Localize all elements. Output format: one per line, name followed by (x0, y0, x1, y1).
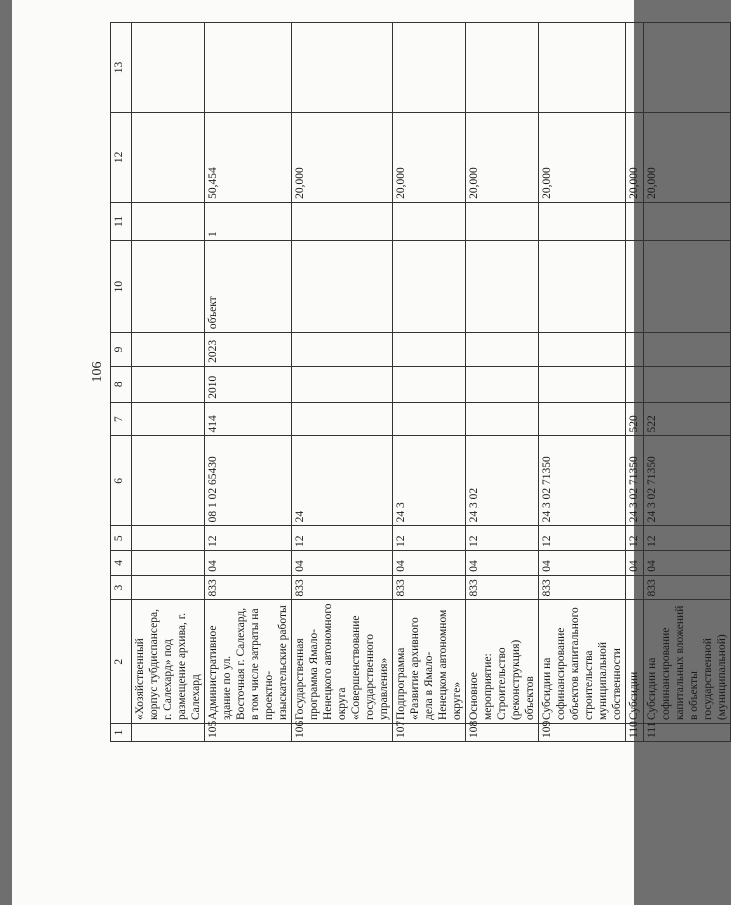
cell-amount: 50,454 (205, 112, 292, 202)
cell-end-year: 2023 (205, 333, 292, 367)
cell-amount: 20,000 (539, 112, 626, 202)
cell-start-year (626, 366, 644, 402)
cell-col13 (626, 23, 644, 113)
cell-target-article: 24 3 02 71350 (644, 436, 731, 526)
cell-end-year (132, 333, 205, 367)
column-header: 11 (111, 202, 132, 240)
cell-quantity (626, 202, 644, 240)
table-row (292, 23, 393, 742)
cell-start-year (466, 366, 539, 402)
column-header: 4 (111, 551, 132, 576)
cell-end-year (539, 333, 626, 367)
cell-amount: 20,000 (466, 112, 539, 202)
cell-expense-type: 520 (626, 402, 644, 436)
cell-start-year: 2010 (205, 366, 292, 402)
table-row (644, 23, 731, 742)
row-name: Основное мероприятие: Строительство (реконструкция) объектов (466, 600, 539, 724)
cell-end-year (393, 333, 466, 367)
cell-col13 (393, 23, 466, 113)
row-number (132, 724, 205, 742)
cell-subsection: 12 (626, 526, 644, 551)
cell-start-year (393, 366, 466, 402)
table-row (626, 23, 644, 742)
cell-section: 04 (205, 551, 292, 576)
column-header: 8 (111, 366, 132, 402)
cell-col13 (644, 23, 731, 113)
cell-section: 04 (539, 551, 626, 576)
cell-expense-type (393, 402, 466, 436)
table-row (539, 23, 626, 742)
row-number: 108 (466, 724, 539, 742)
column-header: 1 (111, 724, 132, 742)
cell-end-year (644, 333, 731, 367)
cell-col13 (132, 23, 205, 113)
cell-amount: 20,000 (393, 112, 466, 202)
cell-target-article: 24 3 02 71350 (539, 436, 626, 526)
cell-quantity (539, 202, 626, 240)
cell-subsection: 12 (466, 526, 539, 551)
cell-unit (626, 241, 644, 333)
cell-end-year (626, 333, 644, 367)
cell-expense-type: 414 (205, 402, 292, 436)
cell-amount: 20,000 (292, 112, 393, 202)
row-number: 109 (539, 724, 626, 742)
cell-expense-type (539, 402, 626, 436)
cell-start-year (539, 366, 626, 402)
cell-quantity (393, 202, 466, 240)
column-header: 10 (111, 241, 132, 333)
cell-target-article: 24 (292, 436, 393, 526)
cell-col13 (539, 23, 626, 113)
cell-expense-type (466, 402, 539, 436)
cell-admin: 833 (539, 575, 626, 600)
cell-start-year (292, 366, 393, 402)
table-row (205, 23, 292, 742)
rotated-content (90, 2, 728, 742)
row-name: Субсидии на софинансирование объектов капитального строительства муниципальной собственности (539, 600, 626, 724)
cell-subsection: 12 (292, 526, 393, 551)
cell-col13 (466, 23, 539, 113)
cell-quantity (644, 202, 731, 240)
row-name: Субсидии на софинансирование капитальных вложений в объекты государственной (муниципальной) (644, 600, 731, 724)
budget-table (110, 22, 731, 742)
cell-section: 04 (393, 551, 466, 576)
cell-section: 04 (466, 551, 539, 576)
cell-target-article: 24 3 (393, 436, 466, 526)
row-name: Подпрограмма «Развитие архивного дела в Ямало-Ненецком автономном округе» (393, 600, 466, 724)
row-name: Государственная программа Ямало-Ненецкого автономного округа «Совершенствование государственного управления» (292, 600, 393, 724)
header-row (111, 23, 132, 742)
cell-end-year (466, 333, 539, 367)
cell-quantity (466, 202, 539, 240)
cell-start-year (132, 366, 205, 402)
cell-unit (292, 241, 393, 333)
cell-col13 (205, 23, 292, 113)
cell-admin (132, 575, 205, 600)
column-header: 7 (111, 402, 132, 436)
cell-expense-type (132, 402, 205, 436)
row-number: 111 (644, 724, 731, 742)
scanned-page (12, 0, 728, 905)
column-header: 5 (111, 526, 132, 551)
cell-section: 04 (644, 551, 731, 576)
cell-subsection: 12 (644, 526, 731, 551)
cell-amount: 20,000 (644, 112, 731, 202)
row-name: Субсидии (626, 600, 644, 724)
column-header: 6 (111, 436, 132, 526)
cell-section: 04 (626, 551, 644, 576)
cell-admin: 833 (393, 575, 466, 600)
table-row (393, 23, 466, 742)
cell-unit (539, 241, 626, 333)
cell-subsection: 12 (393, 526, 466, 551)
cell-target-article (132, 436, 205, 526)
cell-subsection: 12 (205, 526, 292, 551)
cell-target-article: 08 1 02 65430 (205, 436, 292, 526)
cell-section: 04 (292, 551, 393, 576)
cell-col13 (292, 23, 393, 113)
row-number: 106 (292, 724, 393, 742)
row-name: «Хозяйственный корпус тубдиспансера, г. Салехард» под размещение архива, г. Салехард (132, 600, 205, 724)
cell-unit: объект (205, 241, 292, 333)
cell-admin: 833 (644, 575, 731, 600)
cell-quantity: 1 (205, 202, 292, 240)
cell-amount: 20,000 (626, 112, 644, 202)
row-number: 105 (205, 724, 292, 742)
cell-target-article: 24 3 02 71350 (626, 436, 644, 526)
cell-unit (393, 241, 466, 333)
cell-admin: 833 (205, 575, 292, 600)
cell-unit (132, 241, 205, 333)
cell-start-year (644, 366, 731, 402)
column-header: 9 (111, 333, 132, 367)
page-number: 106 (90, 361, 105, 383)
cell-expense-type: 522 (644, 402, 731, 436)
column-header: 13 (111, 23, 132, 113)
cell-amount (132, 112, 205, 202)
cell-admin (626, 575, 644, 600)
cell-quantity (292, 202, 393, 240)
cell-admin: 833 (292, 575, 393, 600)
table-row (132, 23, 205, 742)
cell-unit (644, 241, 731, 333)
cell-subsection (132, 526, 205, 551)
cell-quantity (132, 202, 205, 240)
cell-expense-type (292, 402, 393, 436)
column-header: 2 (111, 600, 132, 724)
row-number: 110 (626, 724, 644, 742)
cell-admin: 833 (466, 575, 539, 600)
cell-section (132, 551, 205, 576)
row-number: 107 (393, 724, 466, 742)
column-header: 3 (111, 575, 132, 600)
table-row (466, 23, 539, 742)
cell-end-year (292, 333, 393, 367)
cell-unit (466, 241, 539, 333)
cell-subsection: 12 (539, 526, 626, 551)
row-name: Административное здание по ул. Восточная г. Салехард, в том числе затраты на проектно-изыскательские работы (205, 600, 292, 724)
cell-target-article: 24 3 02 (466, 436, 539, 526)
column-header: 12 (111, 112, 132, 202)
